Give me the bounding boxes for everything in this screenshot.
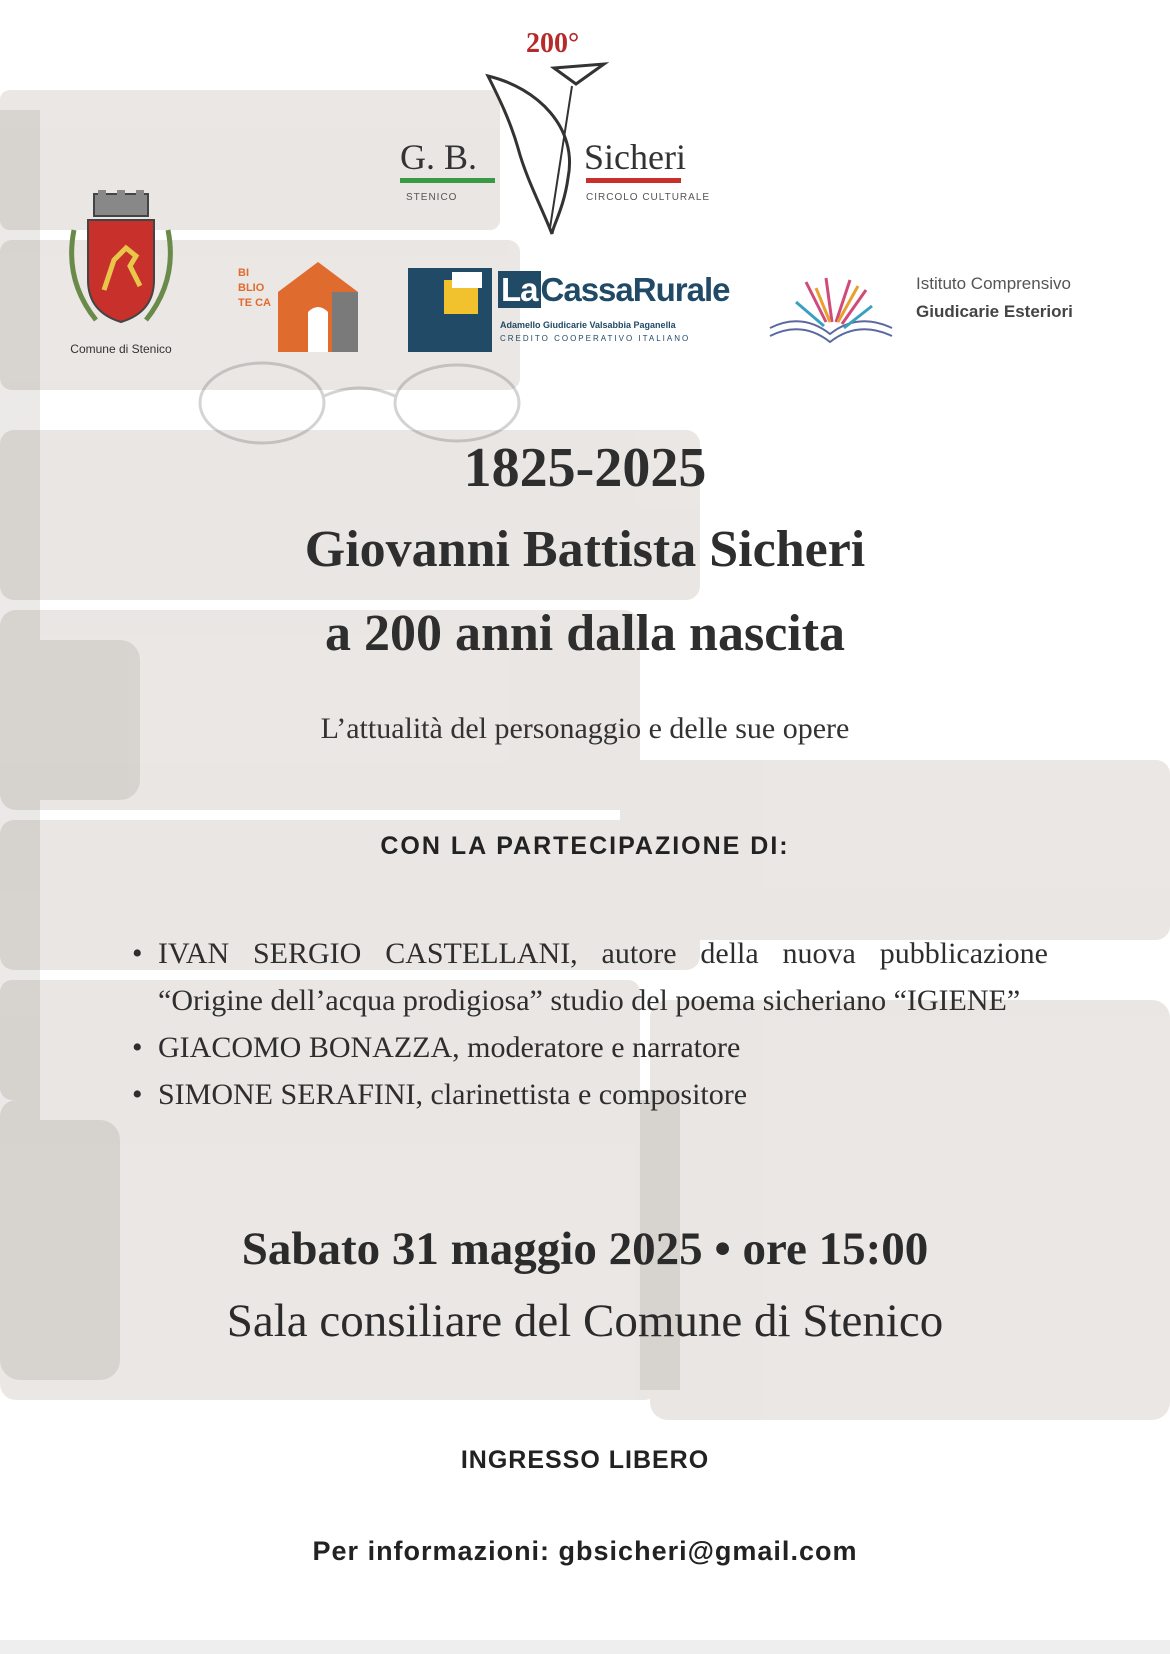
- cassa-rurale-name: [498, 268, 729, 312]
- list-item: [128, 930, 1048, 1024]
- comune-label: Comune di Stenico: [70, 342, 172, 356]
- biblioteca-logo: [238, 262, 358, 352]
- cassa-rurale-prefix: La: [498, 271, 541, 308]
- cassa-rurale-tagline: Adamello Giudicarie Valsabbia Paganella: [500, 320, 676, 330]
- event-title-line2: a 200 anni dalla nascita: [324, 605, 846, 662]
- event-years: 1825-2025: [463, 437, 707, 499]
- bullet-icon: •: [132, 1031, 143, 1064]
- participant-text: GIACOMO BONAZZA, moderatore e narratore: [158, 1031, 741, 1064]
- bullet-icon: •: [132, 1078, 143, 1111]
- event-title-line1: Giovanni Battista Sicheri: [304, 521, 866, 578]
- logo-surname: Sicheri: [584, 137, 686, 177]
- cassa-rurale-wordmark: CassaRurale: [540, 271, 730, 308]
- event-location: Sala consiliare del Comune di Stenico: [226, 1295, 944, 1347]
- logo-right-caption: CIRCOLO CULTURALE: [586, 192, 711, 203]
- cassa-rurale-mark-icon: [408, 268, 492, 352]
- biblioteca-label: BI BLIO TE CA: [238, 267, 271, 309]
- participant-text: SIMONE SERAFINI, clarinettista e compositore: [158, 1078, 748, 1111]
- entry-note: INGRESSO LIBERO: [460, 1446, 710, 1474]
- bullet-icon: •: [132, 937, 143, 970]
- flag-stripe-green: [400, 178, 495, 183]
- event-date-time: Sabato 31 maggio 2025 • ore 15:00: [241, 1223, 929, 1275]
- open-book-icon: [766, 272, 896, 352]
- comune-stenico-logo: [56, 190, 186, 360]
- list-item: [128, 1071, 1048, 1118]
- cassa-rurale-logo: [408, 268, 750, 352]
- istituto-line1: Istituto Comprensivo: [916, 274, 1071, 293]
- library-building-icon: [278, 262, 358, 352]
- anniversary-label: 200°: [526, 28, 580, 59]
- cassa-rurale-subtitle: CREDITO COOPERATIVO ITALIANO: [500, 334, 691, 343]
- list-item: [128, 1024, 1048, 1071]
- logo-left-caption: STENICO: [406, 192, 458, 203]
- istituto-comprensivo-logo: [766, 272, 1106, 352]
- participation-heading: CON LA PARTECIPAZIONE DI:: [380, 832, 790, 860]
- logo-initials: G. B.: [400, 137, 478, 177]
- flag-stripe-red: [586, 178, 681, 183]
- event-subtitle: L’attualità del personaggio e delle sue opere: [320, 712, 850, 745]
- participant-text: IVAN SERGIO CASTELLANI, autore della nuova pubblicazione “Origine dell’acqua prodigiosa” studio del poema sicheriano “IGIENE”: [158, 937, 1048, 1017]
- participants-list: [128, 930, 1048, 1118]
- istituto-line2: Giudicarie Esteriori: [916, 302, 1073, 321]
- contact-info: Per informazioni: gbsicheri@gmail.com: [312, 1536, 858, 1566]
- gb-sicheri-logo: [400, 28, 730, 238]
- coat-of-arms-icon: [56, 190, 186, 340]
